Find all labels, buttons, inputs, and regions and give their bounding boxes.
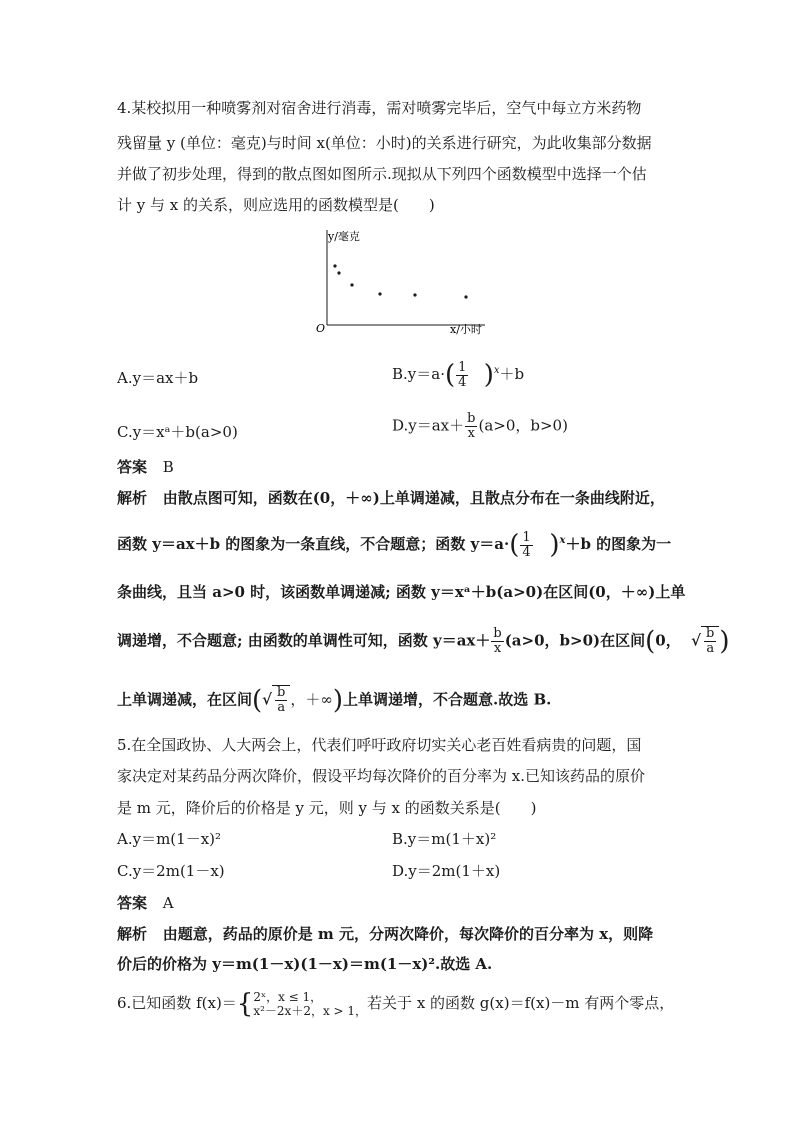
q4-stem-line-3: 并做了初步处理，得到的散点图如图所示.现拟从下列四个函数模型中选择一个估 <box>117 165 647 183</box>
fraction <box>465 412 477 441</box>
q5-option-d: D.y＝2m(1＋x) <box>392 862 501 880</box>
analysis-text: ，＋∞ <box>290 690 333 709</box>
q4-answer-row <box>117 456 174 478</box>
denominator: a <box>277 700 286 715</box>
analysis-text: 由题意，药品的原价是 m 元，分两次降价，每次降价的百分率为 x，则降 <box>162 925 654 943</box>
paren: ( <box>509 530 520 560</box>
q4-stem-line-4: 计 y 与 x 的关系，则应选用的函数模型是( ) <box>117 196 435 214</box>
denominator: 4 <box>458 374 467 390</box>
fraction <box>491 627 503 656</box>
paren: ) <box>549 530 560 560</box>
analysis-text: 上单调递减，在区间 <box>117 690 253 709</box>
paren: ) <box>483 360 494 390</box>
q4-analysis-line-1 <box>117 487 665 509</box>
q4-analysis-line-3: 条曲线，且当 a>0 时，该函数单调递减; 函数 y＝xᵃ＋b(a>0)在区间(0，＋∞)上单 <box>117 583 686 601</box>
q4-analysis-line-4: 调递增，不合题意; 由函数的单调性可知，函数 y＝ax＋ $\frac{b}{x}$ (a>0，b>0)在区间(0， √ $\frac{b}{a}$ ) <box>117 626 730 657</box>
q4-analysis-line-2 <box>117 530 671 560</box>
q4-analysis-line-5: 上单调递减，在区间(√ $\frac{b}{a}$ ，＋∞)上单调递增，不合题意.故选 B. <box>117 685 552 716</box>
analysis-label: 解析 <box>117 489 148 507</box>
analysis-text: (a>0，b>0)在区间 <box>504 631 646 650</box>
paren: ( <box>645 626 656 657</box>
q5-option-b: B.y＝m(1＋x)² <box>392 830 497 848</box>
answer-value: B <box>162 458 174 476</box>
scatter-point <box>337 271 340 274</box>
fraction <box>456 361 468 390</box>
q4-option-d-suffix: (a>0，b>0) <box>478 416 568 435</box>
q6-stem-line-1 <box>117 990 674 1018</box>
fraction <box>520 531 532 560</box>
paren: ( <box>252 685 263 716</box>
q4-option-b-suffix: ＋b <box>499 365 525 383</box>
answer-value: A <box>162 894 174 912</box>
q5-stem-line-2: 家决定对某药品分两次降价，假设平均每次降价的百分率为 x.已知该药品的原价 <box>117 767 645 785</box>
q5-analysis-line-2: 价后的价格为 y＝m(1－x)(1－x)＝m(1－x)².故选 A. <box>117 955 493 973</box>
exponent: x <box>493 365 500 376</box>
fraction <box>275 686 287 715</box>
paren: ) <box>332 685 344 716</box>
origin-label: O <box>316 322 326 335</box>
q5-answer-row <box>117 892 174 914</box>
denominator: x <box>467 426 475 441</box>
q4-option-d-prefix: D.y＝ax＋ <box>392 416 465 435</box>
scatter-point <box>350 283 353 286</box>
analysis-label: 解析 <box>117 925 148 943</box>
q4-option-b <box>392 360 524 390</box>
q6-suffix: 若关于 x 的函数 g(x)＝f(x)－m 有两个零点， <box>367 994 675 1012</box>
analysis-text: 函数 y＝ax＋b 的图象为一条直线，不合题意；函数 y＝a· <box>117 535 510 553</box>
scatter-point <box>333 264 336 267</box>
numerator: b <box>277 685 286 700</box>
numerator: 1 <box>458 359 467 375</box>
analysis-text: 0， <box>655 631 681 650</box>
q5-option-a: A.y＝m(1－x)² <box>117 830 222 848</box>
denominator: 4 <box>522 544 531 560</box>
q4-stem-line-2: 残留量 y (单位：毫克)与时间 x(单位：小时)的关系进行研究，为此收集部分数据 <box>117 134 652 152</box>
fraction <box>704 627 716 656</box>
denominator: a <box>706 641 715 656</box>
paren: ) <box>719 626 730 657</box>
numerator: b <box>467 411 476 426</box>
x-axis-label: x/小时 <box>450 323 482 336</box>
analysis-text: 调递增，不合题意; 由函数的单调性可知，函数 y＝ax＋ <box>117 631 491 650</box>
q4-option-c: C.y＝xᵃ＋b(a>0) <box>117 423 238 441</box>
piecewise <box>253 990 367 1018</box>
scatter-point <box>378 292 381 295</box>
scatter-point <box>413 293 416 296</box>
numerator: 1 <box>522 529 531 545</box>
q4-option-b-prefix: B.y＝a· <box>392 365 445 383</box>
denominator: x <box>493 641 502 656</box>
numerator: b <box>493 626 502 641</box>
scatter-point <box>464 295 467 298</box>
q5-stem-line-1: 5.在全国政协、人大两会上，代表们呼吁政府切实关心老百姓看病贵的问题，国 <box>117 736 642 754</box>
brace-left: { <box>236 989 254 1019</box>
q5-stem-line-3: 是 m 元，降价后的价格是 y 元，则 y 与 x 的函数关系是( ) <box>117 799 537 817</box>
sqrt <box>272 685 290 715</box>
q4-scatter-plot <box>305 225 495 340</box>
y-axis-label: y/毫克 <box>328 230 360 243</box>
analysis-text: ＋b 的图象为一 <box>565 535 672 553</box>
analysis-text: 上单调递增，不合题意.故选 B. <box>343 690 552 709</box>
q5-option-c: C.y＝2m(1－x) <box>117 862 225 880</box>
answer-label: 答案 <box>117 458 148 476</box>
piecewise-case-1: 2ˣ，x ≤ 1， <box>253 990 323 1004</box>
numerator: b <box>706 626 715 641</box>
analysis-text: 由散点图可知，函数在(0，＋∞)上单调递减，且散点分布在一条曲线附近， <box>162 489 665 507</box>
piecewise-case-2: x²－2x＋2，x > 1， <box>253 1004 368 1018</box>
q6-prefix: 6.已知函数 f(x)＝ <box>117 994 237 1012</box>
q5-analysis-line-1 <box>117 923 653 945</box>
q4-stem-line-1: 4.某校拟用一种喷雾剂对宿舍进行消毒，需对喷雾完毕后，空气中每立方米药物 <box>117 99 642 117</box>
paren: ( <box>444 360 456 390</box>
answer-label: 答案 <box>117 894 148 912</box>
exponent: x <box>559 535 566 546</box>
sqrt <box>701 626 719 656</box>
q4-option-d <box>392 412 568 441</box>
q4-option-a: A.y＝ax＋b <box>117 369 199 387</box>
